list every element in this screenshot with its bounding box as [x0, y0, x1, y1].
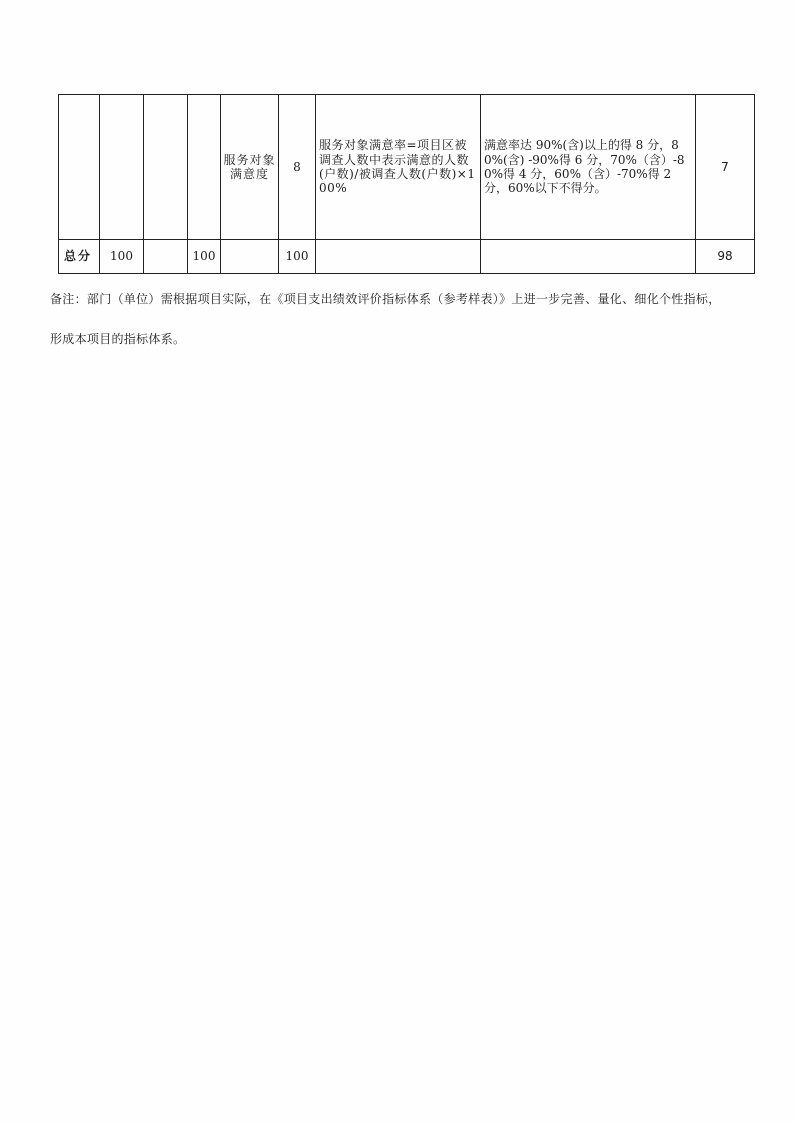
total-label-cell: 总分 — [59, 240, 100, 274]
remark-note — [50, 279, 750, 359]
total-value-cell: 100 — [188, 240, 221, 274]
remark-line-1: 备注：部门（单位）需根据项目实际，在《项目支出绩效评价指标体系（参考样表）》上进一步完善、量化、细化个性指标， — [50, 292, 721, 306]
performance-score-table — [58, 94, 755, 274]
indicator-formula-cell: 服务对象满意率=项目区被调查人数中表示满意的人数(户数)/被调查人数(户数)×100% — [316, 95, 481, 240]
remark-line-2: 形成本项目的指标体系。 — [50, 332, 186, 346]
final-score-cell: 98 — [696, 240, 755, 274]
table-cell-empty — [144, 95, 188, 240]
total-value-cell: 100 — [100, 240, 144, 274]
table-cell-empty — [144, 240, 188, 274]
table-row-satisfaction — [59, 95, 755, 240]
table-cell-empty — [59, 95, 100, 240]
scoring-standard-cell: 满意率达 90%(含)以上的得 8 分，80%(含) -90%得 6 分，70%（含）-80%得 4 分，60%（含）-70%得 2 分，60%以下不得分。 — [481, 95, 696, 240]
table-cell-empty — [316, 240, 481, 274]
indicator-weight-cell: 8 — [279, 95, 316, 240]
indicator-score-cell: 7 — [696, 95, 755, 240]
table-cell-empty — [188, 95, 221, 240]
indicator-name-cell: 服务对象满意度 — [221, 95, 279, 240]
total-value-cell: 100 — [279, 240, 316, 274]
table-cell-empty — [100, 95, 144, 240]
table-cell-empty — [221, 240, 279, 274]
table-cell-empty — [481, 240, 696, 274]
